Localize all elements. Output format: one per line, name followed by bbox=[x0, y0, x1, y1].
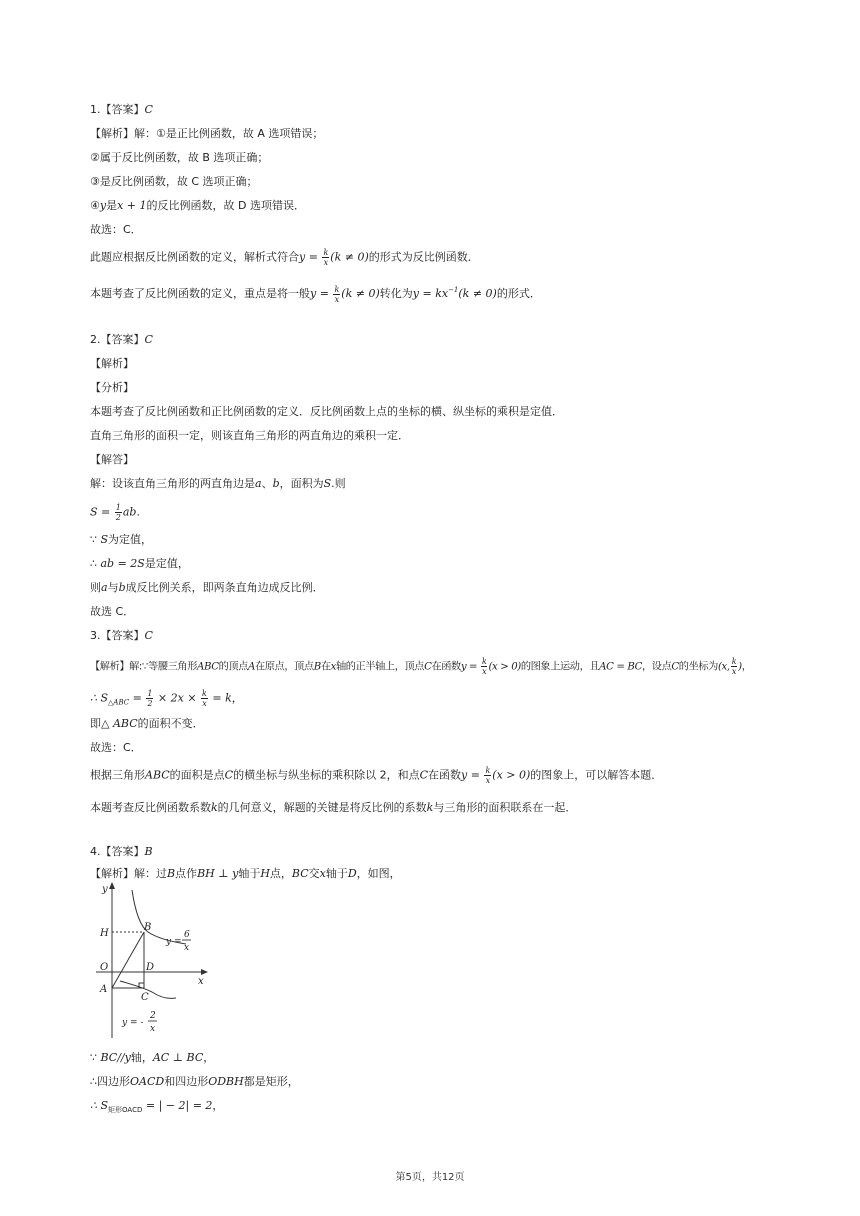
q3-line-6 bbox=[90, 800, 576, 816]
label-D: D bbox=[146, 962, 155, 973]
text: 转化为 bbox=[379, 287, 413, 300]
text: 与 bbox=[107, 581, 119, 594]
text: 在函数 bbox=[428, 768, 461, 782]
answer-choice: B bbox=[144, 845, 153, 858]
text: 的形式为反比例函数． bbox=[368, 250, 479, 264]
text: 根据三角形 bbox=[90, 768, 145, 782]
math: (k ≠ 0) bbox=[330, 250, 369, 264]
text: 解：设该直角三角形的两直角边是 bbox=[90, 477, 255, 490]
math: × 2x × bbox=[154, 691, 201, 705]
eq-1-lhs: y = bbox=[166, 937, 182, 947]
fraction-k-over-x bbox=[731, 657, 737, 676]
math: ∴ S bbox=[90, 691, 109, 705]
text: 解：①是正比例函数，故 A 选项错误； bbox=[134, 127, 324, 140]
math: ab = 2S bbox=[100, 557, 145, 570]
math: x + 1 bbox=[117, 199, 147, 212]
math: ABC bbox=[112, 717, 138, 730]
math: C bbox=[224, 768, 234, 782]
subscript: 矩形OACD bbox=[108, 1106, 143, 1114]
fraction-k-over-x bbox=[201, 689, 208, 708]
text: 故选 C． bbox=[90, 605, 135, 618]
fraction-k-over-x bbox=[481, 657, 487, 676]
text: 的图象上运动，且 bbox=[520, 661, 600, 673]
q1-analysis-line-1 bbox=[90, 126, 323, 142]
text: 的反比例函数，故 D 选项错误． bbox=[146, 199, 305, 212]
q2-jieda-tag bbox=[90, 452, 134, 468]
math: y = bbox=[310, 287, 333, 300]
label-y: y bbox=[102, 884, 108, 895]
text: 点作 bbox=[175, 867, 198, 880]
math: y = bbox=[299, 250, 322, 264]
q3-line-3 bbox=[90, 716, 204, 732]
text: ，设点 bbox=[642, 661, 672, 673]
y-axis-arrow bbox=[109, 882, 115, 889]
text: 在 bbox=[320, 661, 331, 673]
superscript: −1 bbox=[448, 286, 459, 294]
text: . bbox=[136, 505, 140, 519]
q2-answer-line bbox=[90, 332, 153, 348]
math: a bbox=[101, 581, 108, 594]
answer-tag: 【答案】 bbox=[100, 103, 145, 116]
text: ∵ bbox=[90, 1051, 101, 1064]
numerator: k bbox=[485, 766, 491, 775]
denominator: x bbox=[202, 699, 207, 708]
text: 为定值， bbox=[108, 533, 153, 546]
numerator: k bbox=[482, 657, 487, 666]
fraction-k-over-x bbox=[484, 766, 491, 785]
math: y = kx bbox=[412, 287, 449, 300]
math: b bbox=[272, 477, 280, 490]
math: (k ≠ 0) bbox=[341, 287, 380, 300]
text: 的几何意义，解题的关键是将反比例的系数 bbox=[217, 801, 427, 814]
text: ∵ bbox=[90, 533, 101, 546]
text: 即△ bbox=[90, 717, 113, 730]
text: 本题考查了反比例函数和正比例函数的定义．反比例函数上点的坐标的横、纵坐标的乘积是定值． bbox=[90, 405, 563, 418]
numerator: k bbox=[323, 248, 329, 257]
math: B bbox=[167, 867, 176, 880]
denominator: 2 bbox=[115, 513, 121, 522]
text: ，面积为 bbox=[279, 477, 324, 490]
q3-line-4 bbox=[90, 740, 142, 756]
label-B: B bbox=[144, 922, 152, 933]
math: x bbox=[330, 661, 336, 673]
q1-line-4 bbox=[90, 198, 305, 214]
answer-choice: C bbox=[144, 103, 153, 116]
subscript: △ABC bbox=[108, 698, 130, 707]
text: 直角三角形的面积一定，则该直角三角形的两直角边的乘积一定． bbox=[90, 429, 409, 442]
math: A bbox=[248, 661, 255, 673]
label-x: x bbox=[198, 976, 204, 987]
text: 成反比例关系，即两条直角边成反比例． bbox=[125, 581, 324, 594]
q2-line-3 bbox=[90, 476, 346, 492]
x-axis-arrow bbox=[201, 969, 208, 975]
math: C bbox=[419, 768, 428, 782]
answer-tag: 【答案】 bbox=[100, 845, 145, 858]
q1-line-7 bbox=[90, 282, 541, 304]
text: ，如图， bbox=[356, 867, 401, 880]
question-number: 2. bbox=[90, 333, 101, 346]
label-O: O bbox=[100, 962, 109, 973]
q3-answer-line bbox=[90, 628, 153, 644]
text: 的图象上，可以解答本题． bbox=[530, 768, 663, 782]
math: (x > 0) bbox=[488, 661, 521, 673]
q2-line-5 bbox=[90, 532, 152, 548]
text: 的横坐标与纵坐标的乘积除以 2，和点 bbox=[233, 768, 420, 782]
math: x bbox=[319, 867, 326, 880]
question-number: 1. bbox=[90, 103, 101, 116]
numerator: 1 bbox=[147, 689, 153, 698]
text: ， bbox=[212, 1099, 224, 1112]
math: BC bbox=[291, 867, 309, 880]
label-C: C bbox=[141, 992, 149, 1003]
math: y = bbox=[461, 768, 484, 782]
text: 是 bbox=[106, 199, 118, 212]
math: ABC bbox=[197, 661, 219, 673]
text: 本题考查了反比例函数的定义，重点是将一般 bbox=[90, 287, 310, 300]
text: 故选：C． bbox=[90, 741, 142, 754]
math: S = bbox=[90, 505, 114, 519]
text: 轴， bbox=[130, 1051, 153, 1064]
eq-2-lhs: y = - bbox=[122, 1018, 144, 1028]
page-footer: 第5页，共12页 bbox=[395, 1172, 465, 1183]
q1-line-5 bbox=[90, 222, 142, 238]
q2-line-4 bbox=[90, 503, 140, 522]
text: 轴的正半轴上，顶点 bbox=[335, 661, 425, 673]
math: S bbox=[323, 477, 332, 490]
text: ③是反比例函数，故 C 选项正确； bbox=[90, 175, 258, 188]
q2-line-2 bbox=[90, 428, 409, 444]
text: ②属于反比例函数，故 B 选项正确； bbox=[90, 151, 269, 164]
math: S bbox=[100, 533, 109, 546]
math: ab bbox=[122, 505, 137, 519]
q2-line-1 bbox=[90, 404, 563, 420]
text: 都是矩形， bbox=[243, 1075, 299, 1088]
analysis-tag: 【解析】 bbox=[90, 127, 134, 140]
label-A: A bbox=[100, 984, 108, 995]
text: 【解析】 bbox=[90, 357, 134, 370]
math: = k bbox=[208, 691, 232, 705]
text: 、 bbox=[261, 477, 273, 490]
text: 本题考查反比例函数系数 bbox=[90, 801, 211, 814]
text: 交 bbox=[308, 867, 320, 880]
text: ， bbox=[231, 691, 243, 705]
answer-tag: 【答案】 bbox=[100, 333, 145, 346]
math: k bbox=[211, 801, 218, 814]
math: AC ⊥ BC bbox=[152, 1051, 204, 1064]
text: 轴于 bbox=[325, 867, 348, 880]
q2-line-7 bbox=[90, 580, 324, 596]
fraction-k-over-x bbox=[322, 248, 329, 267]
q1-line-2 bbox=[90, 150, 268, 166]
math: ODBH bbox=[208, 1075, 244, 1088]
question-number: 4. bbox=[90, 845, 101, 858]
math: (x, bbox=[717, 661, 730, 673]
eq-1-num: 6 bbox=[184, 930, 190, 940]
numerator: k bbox=[731, 657, 737, 666]
q3-line-2 bbox=[90, 689, 243, 711]
q2-analysis-tag bbox=[90, 356, 134, 372]
segment-AB bbox=[112, 932, 144, 988]
eq-1-den: x bbox=[184, 943, 190, 953]
math: ∴ S bbox=[90, 1099, 109, 1112]
math: H bbox=[260, 867, 270, 880]
math: BH ⊥ y bbox=[197, 867, 239, 880]
text: 故选：C． bbox=[90, 223, 142, 236]
q2-fenxi-tag bbox=[90, 380, 134, 396]
text: 的坐标为 bbox=[678, 661, 718, 673]
text: 与三角形的面积联系在一起． bbox=[433, 801, 577, 814]
text: ∴ bbox=[90, 557, 101, 570]
math: k bbox=[426, 801, 434, 814]
math: OACD bbox=[130, 1075, 165, 1088]
text: 在函数 bbox=[431, 661, 461, 673]
text: 【解析】解:∵等腰三角形 bbox=[90, 661, 197, 673]
eq-2-num: 2 bbox=[150, 1011, 156, 1021]
curve-y-6-over-x bbox=[132, 890, 186, 944]
text: 此题应根据反比例函数的定义，解析式符合 bbox=[90, 250, 299, 264]
text: 的面积不变． bbox=[137, 717, 204, 730]
denominator: x bbox=[334, 294, 340, 304]
text: ∴四边形 bbox=[90, 1075, 130, 1088]
denominator: x bbox=[482, 667, 487, 676]
numerator: 1 bbox=[115, 503, 121, 512]
text: 【解答】 bbox=[90, 453, 134, 466]
text: 则 bbox=[90, 581, 101, 594]
q3-line-5 bbox=[90, 766, 662, 785]
text: 轴于 bbox=[238, 867, 261, 880]
answer-choice: C bbox=[144, 333, 153, 346]
fraction-one-half bbox=[146, 689, 153, 708]
coordinate-figure bbox=[92, 880, 210, 1042]
math: (k ≠ 0) bbox=[458, 287, 497, 300]
denominator: x bbox=[485, 776, 491, 785]
denominator: x bbox=[323, 258, 329, 267]
q4-line-3 bbox=[90, 1074, 299, 1090]
math: D bbox=[347, 867, 357, 880]
label-H: H bbox=[100, 928, 109, 939]
text: ， bbox=[203, 1051, 215, 1064]
math: (x > 0) bbox=[492, 768, 531, 782]
text: 是定值， bbox=[144, 557, 189, 570]
numerator: k bbox=[202, 689, 207, 698]
math: C bbox=[424, 661, 432, 673]
math: a bbox=[255, 477, 262, 490]
q1-line-3 bbox=[90, 174, 258, 190]
q1-answer-line bbox=[90, 102, 153, 118]
answer-choice: C bbox=[144, 629, 153, 642]
q2-line-8 bbox=[90, 604, 134, 620]
q4-answer-line bbox=[90, 844, 153, 860]
fraction-one-half bbox=[115, 503, 122, 522]
text: 在原点，顶点 bbox=[254, 661, 314, 673]
text: 【分析】 bbox=[90, 381, 134, 394]
math: = bbox=[129, 691, 146, 705]
q1-line-6 bbox=[90, 248, 479, 267]
eq-2-den: x bbox=[150, 1024, 156, 1034]
text: 的顶点 bbox=[218, 661, 249, 673]
math: y = bbox=[460, 661, 481, 673]
q4-line-4 bbox=[90, 1098, 223, 1118]
denominator: x bbox=[731, 667, 736, 676]
q4-line-2 bbox=[90, 1050, 214, 1066]
denominator: 2 bbox=[147, 699, 153, 708]
math: C bbox=[671, 661, 679, 673]
math: AC = BC bbox=[599, 661, 643, 673]
text: 【解析】解：过 bbox=[90, 867, 167, 880]
math: ) bbox=[738, 661, 742, 673]
q2-line-6 bbox=[90, 556, 189, 572]
math: B bbox=[313, 661, 321, 673]
question-number: 3. bbox=[90, 629, 101, 642]
text: ， bbox=[741, 661, 752, 673]
text: 的形式． bbox=[496, 287, 541, 300]
text: .则 bbox=[331, 477, 346, 490]
numerator: k bbox=[334, 284, 340, 294]
text: ④ bbox=[90, 199, 100, 212]
math: b bbox=[118, 581, 126, 594]
answer-tag: 【答案】 bbox=[100, 629, 145, 642]
text: 点， bbox=[269, 867, 292, 880]
math: y bbox=[99, 199, 107, 212]
text: 和四边形 bbox=[164, 1075, 209, 1088]
text: 的面积是点 bbox=[169, 768, 225, 782]
math: BC//y bbox=[100, 1051, 131, 1064]
math: ABC bbox=[145, 768, 170, 782]
fraction-k-over-x bbox=[333, 285, 340, 304]
math: = | − 2| = 2 bbox=[142, 1099, 213, 1112]
q3-line-1 bbox=[90, 657, 752, 676]
